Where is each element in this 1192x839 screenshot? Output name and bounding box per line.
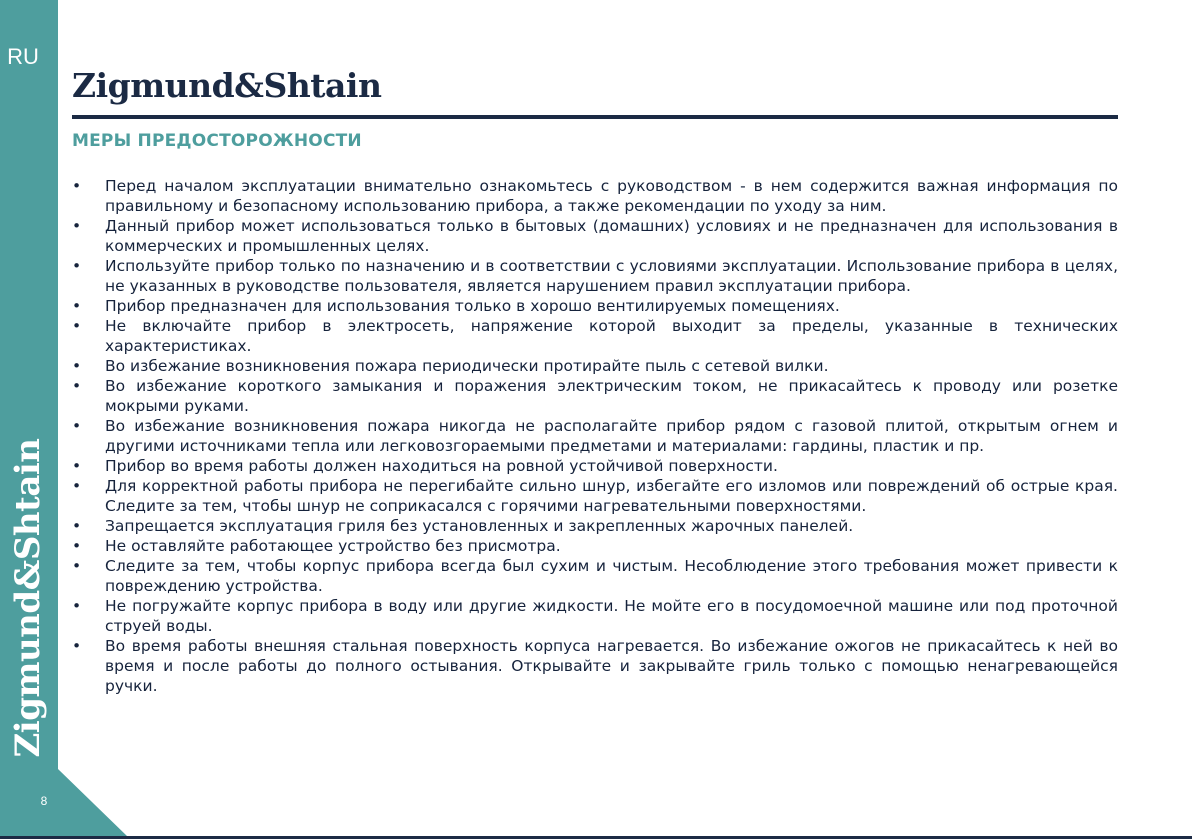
brand-logo: Zigmund&Shtain xyxy=(72,66,382,105)
list-item: • Не включайте прибор в электросеть, напряжение которой выходит за пределы, указанные в технических характеристиках. xyxy=(72,316,1118,356)
list-item: • Данный прибор может использоваться только в бытовых (домашних) условиях и не предназначен для использования в коммерческих и промышленных целях. xyxy=(72,216,1118,256)
list-item: • Используйте прибор только по назначению и в соответствии с условиями эксплуатации. Использование прибора в целях, не указанных в руководстве пользователя, является нарушением правил эксплуатации прибора. xyxy=(72,256,1118,296)
list-item: • Прибор предназначен для использования только в хорошо вентилируемых помещениях. xyxy=(72,296,1118,316)
list-item: • Для корректной работы прибора не перегибайте сильно шнур, избегайте его изломов или повреждений об острые края. Следите за тем, чтобы шнур не соприкасался с горячими нагревательными поверхностями. xyxy=(72,476,1118,516)
header-divider xyxy=(72,115,1118,119)
list-item: • Во время работы внешняя стальная поверхность корпуса нагревается. Во избежание ожогов не прикасайтесь к ней во время и после работы до полного остывания. Открывайте и закрывайте гриль только с помощью ненагревающейся ручки. xyxy=(72,636,1118,696)
list-item: • Во избежание возникновения пожара периодически протирайте пыль с сетевой вилки. xyxy=(72,356,1118,376)
list-item: • Запрещается эксплуатация гриля без установленных и закрепленных жарочных панелей. xyxy=(72,516,1118,536)
sidebar-brand-logo: Zigmund&Shtain xyxy=(8,438,48,758)
sidebar-corner-decoration xyxy=(0,769,130,839)
section-title: МЕРЫ ПРЕДОСТОРОЖНОСТИ xyxy=(72,131,362,151)
list-item: • Прибор во время работы должен находиться на ровной устойчивой поверхности. xyxy=(72,456,1118,476)
list-item: • Во избежание короткого замыкания и поражения электрическим током, не прикасайтесь к проводу или розетке мокрыми руками. xyxy=(72,376,1118,416)
page-number: 8 xyxy=(40,794,48,808)
list-item: • Не погружайте корпус прибора в воду или другие жидкости. Не мойте его в посудомоечной машине или под проточной струей воды. xyxy=(72,596,1118,636)
list-item: • Во избежание возникновения пожара никогда не располагайте прибор рядом с газовой плитой, открытым огнем и другими источниками тепла или легковозгораемыми предметами и материалами: гардины, пластик и пр. xyxy=(72,416,1118,456)
list-item: • Перед началом эксплуатации внимательно ознакомьтесь с руководством - в нем содержится важная информация по правильному и безопасному использованию прибора, а также рекомендации по уходу за ним. xyxy=(72,176,1118,216)
list-item: • Следите за тем, чтобы корпус прибора всегда был сухим и чистым. Несоблюдение этого требования может привести к повреждению устройства. xyxy=(72,556,1118,596)
precautions-list xyxy=(72,176,1118,696)
sidebar xyxy=(0,0,58,770)
list-item: • Не оставляйте работающее устройство без присмотра. xyxy=(72,536,1118,556)
language-label: RU xyxy=(7,44,39,69)
